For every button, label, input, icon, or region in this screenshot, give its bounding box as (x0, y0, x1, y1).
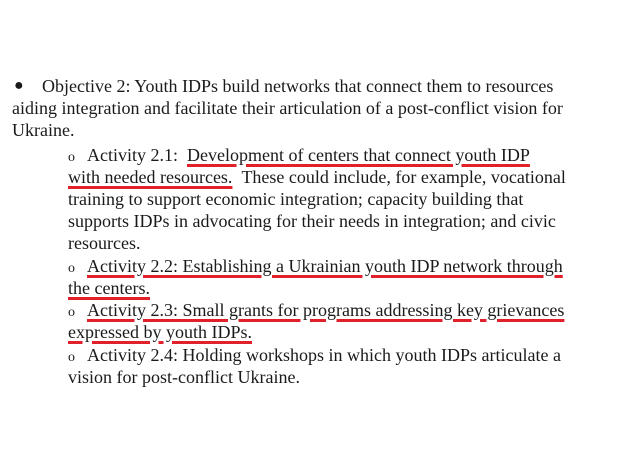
objective-line-2: aiding integration and facilitate their articulation of a post-conflict vision for (12, 98, 563, 118)
activity-2-2-line-2 (68, 277, 150, 300)
objective-line-1: Objective 2: Youth IDPs build networks that connect them to resources (42, 76, 554, 96)
activity-2-3-underlined-1: Activity 2.3: Small grants for programs addressing key grievances (87, 300, 565, 320)
activity-2-1-line-4: supports IDPs in advocating for their needs in integration; and civic (68, 211, 556, 231)
circle-bullet-icon: o (68, 350, 75, 365)
circle-bullet-icon: o (68, 305, 75, 320)
activity-2-4-line-1-text: Activity 2.4: Holding workshops in which youth IDPs articulate a (87, 345, 561, 365)
activity-2-4-line-2: vision for post-conflict Ukraine. (68, 367, 300, 387)
activity-2-2-underlined-2: the centers. (68, 278, 150, 298)
activity-2-1-line-3: training to support economic integration; capacity building that (68, 189, 524, 209)
activity-2-1-rest-2: These could include, for example, vocational (241, 167, 566, 187)
circle-bullet-icon: o (68, 150, 75, 165)
activity-2-1-line-2 (68, 166, 566, 189)
activity-2-3-line-2 (68, 321, 252, 344)
bullet-icon: ● (14, 77, 24, 94)
objective-line-3: Ukraine. (12, 120, 75, 140)
activity-2-1-line-5: resources. (68, 233, 141, 253)
activity-2-2-underlined-1: Activity 2.2: Establishing a Ukrainian youth IDP network through (87, 256, 563, 276)
activity-2-3-underlined-2: expressed by youth IDPs. (68, 322, 252, 342)
circle-bullet-icon: o (68, 261, 75, 276)
activity-2-1-prefix: Activity 2.1: (87, 145, 178, 165)
activity-2-1-underlined-2: with needed resources. (68, 167, 233, 187)
activity-2-1-underlined-1: Development of centers that connect youth IDP (187, 145, 530, 165)
